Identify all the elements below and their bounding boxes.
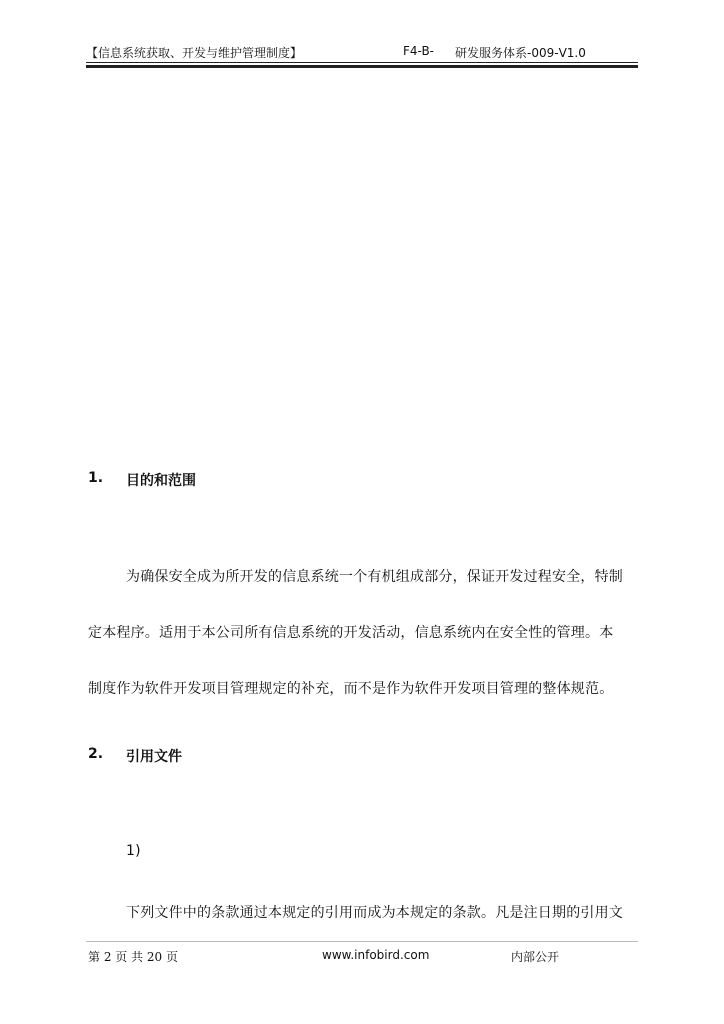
footer-page-number: 第 2 页 共 20 页 [88,950,178,964]
section-2-number: 2. [88,746,104,762]
paragraph-line: 制度作为软件开发项目管理规定的补充，而不是作为软件开发项目管理的整体规范。 [88,681,614,697]
paragraph-line: 下列文件中的条款通过本规定的引用而成为本规定的条款。凡是注日期的引用文 [126,905,623,921]
footer-rule [86,941,638,942]
section-1-title: 目的和范围 [126,473,196,489]
header-title: 【信息系统获取、开发与维护管理制度】 [86,46,303,60]
paragraph-line: 为确保安全成为所开发的信息系统一个有机组成部分，保证开发过程安全，特制 [126,569,623,585]
footer-classification: 内部公开 [511,950,560,964]
list-item-marker: 1) [126,843,141,859]
paragraph-line: 定本程序。适用于本公司所有信息系统的开发活动，信息系统内在安全性的管理。本 [88,625,614,641]
doc-code-prefix: F4-B- [403,44,435,58]
header-rule-thin [86,62,638,63]
section-2-title: 引用文件 [126,749,182,765]
header-rule-thick [86,65,638,68]
doc-code-suffix: 研发服务体系-009-V1.0 [455,46,586,60]
footer-website: www.infobird.com [322,948,430,962]
section-1-number: 1. [88,470,104,486]
